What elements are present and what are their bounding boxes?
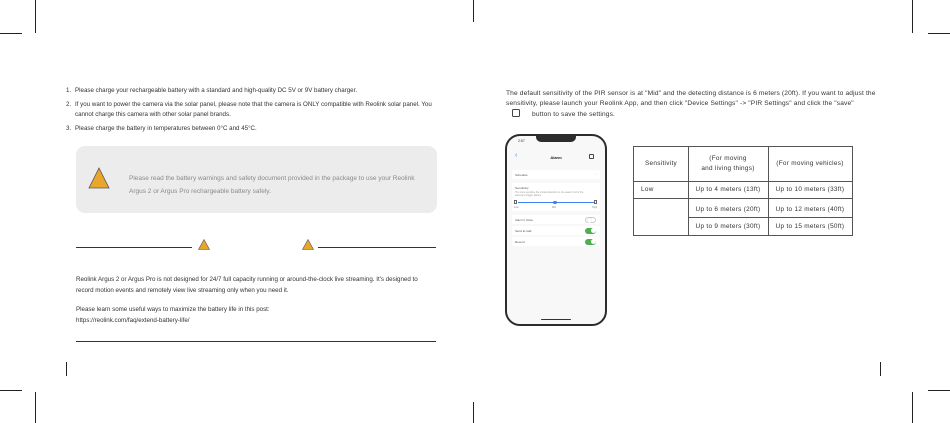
send-email-toggle[interactable]: [585, 228, 596, 234]
header-vehicles: (For moving vehicles): [776, 160, 844, 167]
phone-notch: [536, 135, 576, 142]
back-icon: ‹: [515, 152, 518, 159]
crop-mark: [880, 362, 881, 376]
sensitivity-panel: Sensitivity The more sensitive the motion detection is, the easier it is for the camera to trigger alarms. Low Mid High: [512, 183, 600, 211]
table-cell: Up to 10 meters (33ft): [775, 186, 845, 193]
crop-mark: [0, 390, 22, 391]
charging-notes: [66, 86, 446, 139]
home-indicator: [541, 319, 571, 321]
crop-mark: [35, 392, 36, 423]
warning-icon: [198, 239, 210, 250]
battery-info: [76, 274, 436, 334]
divider-line: [318, 247, 436, 248]
record-row: Record: [512, 237, 600, 246]
alarm-voice-toggle[interactable]: [585, 217, 596, 223]
info-paragraph: Reolink Argus 2 or Argus Pro is not designed for 24/7 full capacity running or around-the-clock live streaming. It's designed to record motion events and remotely view live streaming only when you need it.: [76, 276, 418, 294]
pir-distance-table: [633, 146, 853, 236]
crop-mark: [473, 0, 474, 22]
slider-knob: [553, 201, 557, 205]
crop-mark: [0, 33, 22, 34]
note-item: 1. Please charge your rechargeable battery with a standard and high-quality DC 5V or 9V battery charger.: [66, 87, 358, 94]
faq-link[interactable]: https://reolink.com/faq/extend-battery-life/: [76, 317, 190, 324]
warning-icon: [88, 167, 110, 189]
pir-instructions: The default sensitivity of the PIR sensor is at "Mid" and the detecting distance is 6 meters (20ft). If you want to adjust the sensitivity, please launch your Reolink App, and then click "Device Settings" -> "PIR Settings" and click the "save"button to save the settings.: [506, 90, 876, 119]
send-email-row: Send E-mail: [512, 226, 600, 235]
table-cell: Up to 6 meters (20ft): [695, 206, 761, 213]
table-cell: Up to 15 meters (50ft): [775, 223, 845, 230]
crop-mark: [928, 33, 950, 34]
save-icon: [512, 109, 520, 117]
note-item: 2. If you want to power the camera via the solar panel, please note that the camera is ONLY compatible with Reolink solar panel. You cannot charge this camera with other solar panel brands.: [66, 101, 432, 118]
header-sensitivity: Sensitivity: [644, 160, 678, 167]
low-icon: [514, 200, 517, 204]
warning-icon: [302, 239, 314, 250]
crop-mark: [35, 0, 36, 33]
warning-text: Please read the battery warnings and safety document provided in the package to use your Reolink Argus 2 or Argus Pro rechargeable battery safely.: [129, 175, 415, 195]
crop-mark: [912, 392, 913, 423]
high-icon: [594, 200, 597, 204]
chevron-right-icon: ›: [596, 172, 597, 176]
divider-line: [76, 247, 192, 248]
note-item: 3. Please charge the battery in temperatures between 0°C and 45°C.: [66, 125, 257, 133]
phone-screenshot: [505, 134, 607, 326]
divider-line: [76, 341, 436, 342]
save-icon: [589, 154, 594, 159]
crop-mark: [66, 362, 67, 376]
crop-mark: [912, 0, 913, 33]
info-paragraph: Please learn some useful ways to maximize the battery life in this post: https://reolink.com/faq/extend-battery-life/: [76, 306, 270, 324]
header-living: (For moving and living things): [701, 155, 755, 172]
record-toggle[interactable]: [585, 239, 596, 245]
table-cell: Up to 4 meters (13ft): [695, 186, 761, 193]
alarm-voice-row: Alarm's Voice: [512, 215, 600, 224]
schedule-row: Schedule ›: [512, 170, 600, 179]
table-row-level: Low: [641, 186, 654, 193]
table-cell: Up to 9 meters (30ft): [695, 223, 761, 230]
table-cell: Up to 12 meters (40ft): [775, 206, 845, 213]
crop-mark: [928, 390, 950, 391]
row-line: [634, 198, 852, 199]
row-line: [688, 217, 852, 218]
phone-time: 2:57: [518, 139, 525, 143]
crop-mark: [473, 402, 474, 423]
sensitivity-description: The more sensitive the motion detection is, the easier it is for the camera to trigger alarms.: [515, 191, 584, 197]
phone-title: Alarm: [550, 155, 562, 160]
